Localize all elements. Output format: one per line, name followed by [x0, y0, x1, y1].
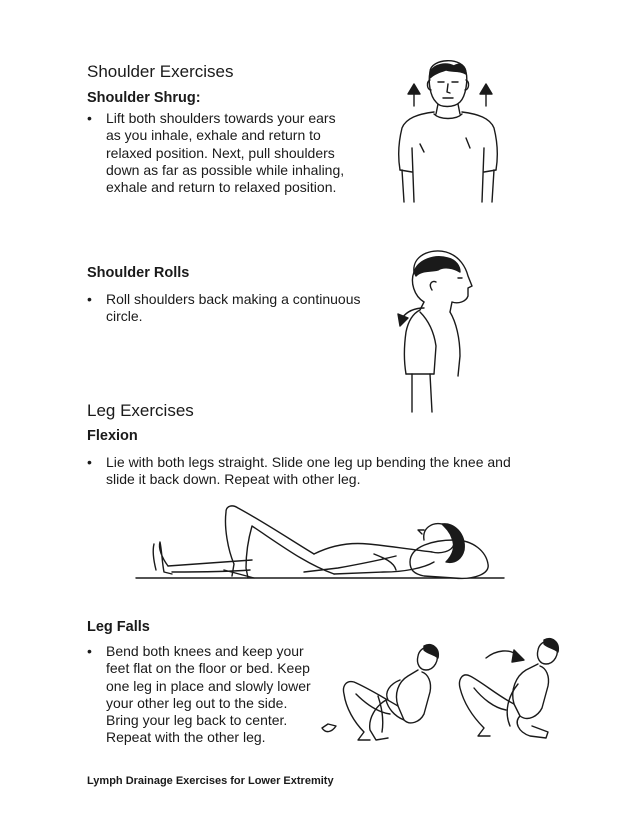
person-lying-knees-falling-sideways-icon — [318, 636, 566, 746]
bullet-dot: • — [87, 110, 92, 126]
bullet-line: your other leg out to the side. — [106, 694, 288, 711]
section-heading-leg-exercises: Leg Exercises — [87, 401, 194, 420]
subheading-shoulder-shrug: Shoulder Shrug: — [87, 90, 201, 106]
bullet-line: circle. — [106, 308, 143, 325]
subheading-flexion: Flexion — [87, 428, 138, 444]
bullet-line: one leg in place and slowly lower — [106, 677, 311, 694]
subheading-shoulder-rolls: Shoulder Rolls — [87, 265, 190, 281]
bullet-shoulder-rolls — [87, 291, 361, 326]
bullet-line: Roll shoulders back making a continuous — [106, 291, 361, 307]
bullet-line: down as far as possible while inhaling, — [106, 161, 345, 178]
bullet-flexion — [87, 454, 511, 489]
bullet-line: Repeat with the other leg. — [106, 729, 266, 746]
bullet-dot: • — [87, 454, 92, 470]
bullet-line: feet flat on the floor or bed. Keep — [106, 660, 310, 677]
bullet-line: Lie with both legs straight. Slide one leg up bending the knee and — [106, 454, 511, 470]
bullet-line: Bend both knees and keep your — [106, 643, 304, 659]
bullet-dot: • — [87, 291, 92, 307]
bullet-line: relaxed position. Next, pull shoulders — [106, 144, 335, 161]
bullet-dot: • — [87, 643, 92, 659]
bullet-line: slide it back down. Repeat with other leg. — [106, 471, 361, 488]
bullet-line: Bring your leg back to center. — [106, 712, 288, 729]
section-heading-shoulder-exercises: Shoulder Exercises — [87, 62, 234, 81]
page-footer: Lymph Drainage Exercises for Lower Extremity — [87, 775, 334, 787]
subheading-leg-falls: Leg Falls — [87, 619, 150, 635]
bullet-line: exhale and return to relaxed position. — [106, 179, 337, 196]
bullet-line: as you inhale, exhale and return to — [106, 127, 321, 144]
person-rolling-shoulders-side-view-icon — [394, 246, 482, 416]
person-shrugging-shoulders-front-view-icon — [394, 52, 506, 210]
person-lying-bending-knee-icon — [134, 500, 506, 602]
bullet-shoulder-shrug — [87, 110, 345, 196]
bullet-leg-falls — [87, 643, 311, 747]
bullet-line: Lift both shoulders towards your ears — [106, 110, 336, 126]
